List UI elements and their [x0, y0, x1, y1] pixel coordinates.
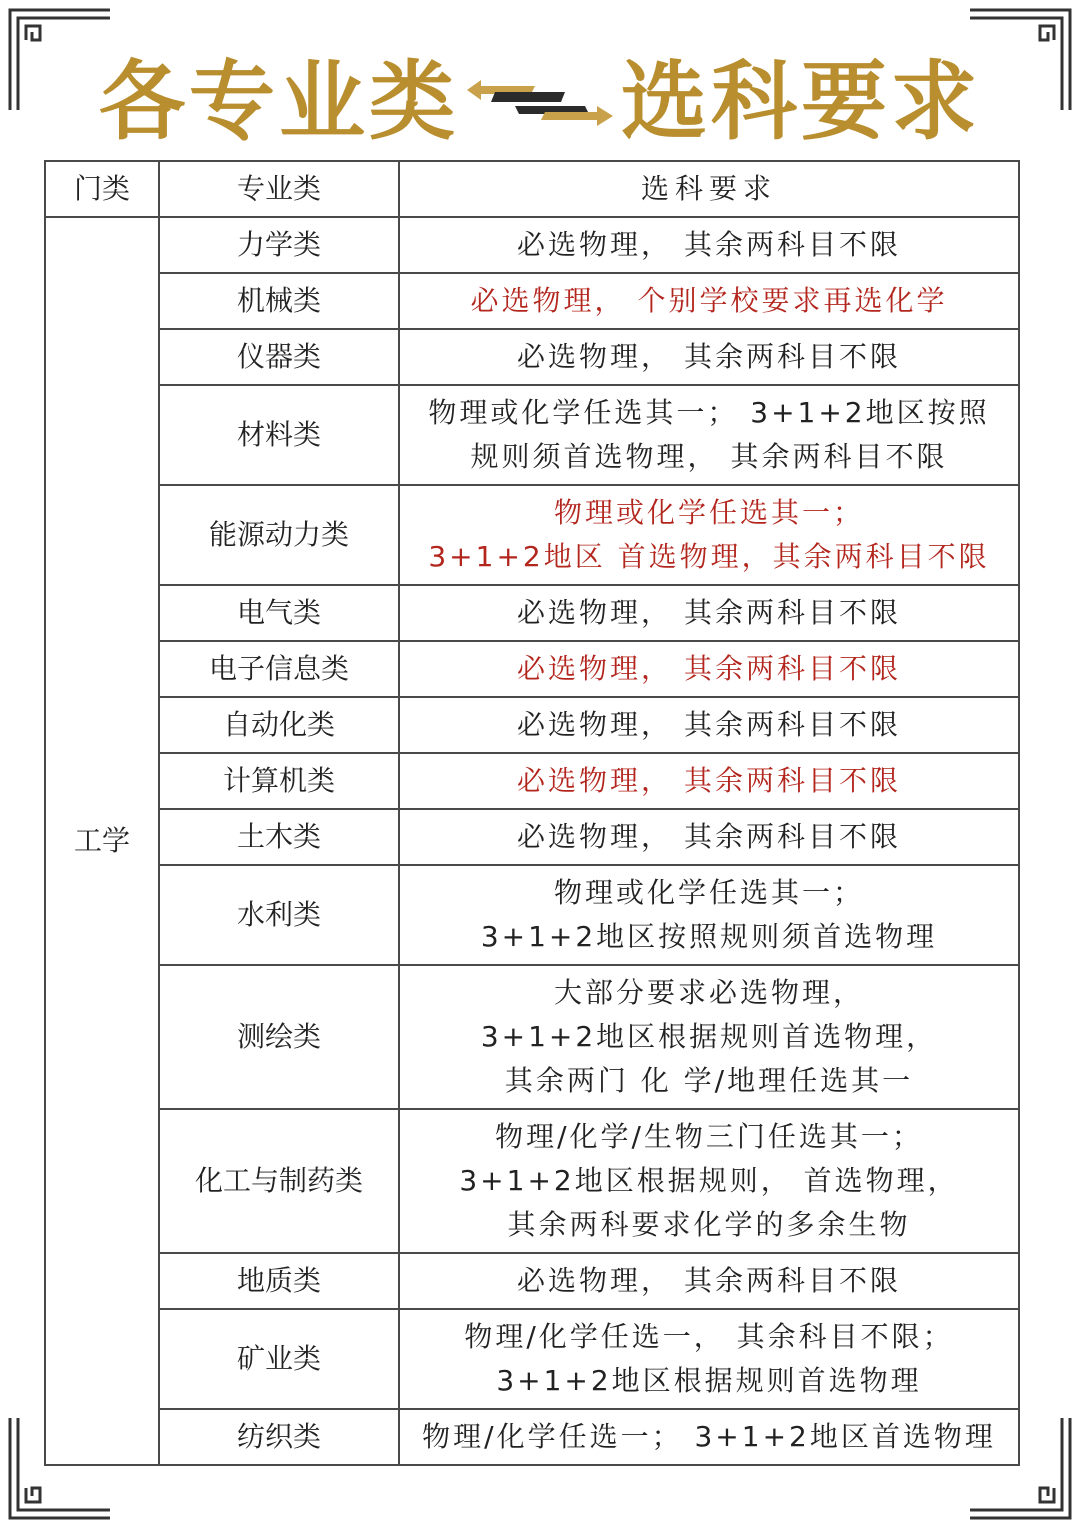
- requirement-line: 物理/化学任选一， 其余科目不限；: [464, 1320, 954, 1353]
- table-row: [45, 217, 1019, 273]
- requirement-cell: [399, 1409, 1019, 1465]
- table-row: [45, 1309, 1019, 1409]
- title-left: 各专业类: [99, 51, 459, 152]
- table-row: [45, 485, 1019, 585]
- requirement-line: 物理或化学任选其一； 3+1+2地区按照: [428, 396, 990, 429]
- requirement-line: 必选物理， 个别学校要求再选化学: [470, 284, 948, 317]
- requirement-cell: [399, 217, 1019, 273]
- requirement-line: 物理/化学任选一； 3+1+2地区首选物理: [422, 1420, 996, 1453]
- header-requirement-label: 选科要求: [640, 172, 777, 205]
- requirement-line: 物理/化学/生物三门任选其一；: [495, 1120, 923, 1153]
- major-cell: 力学类: [159, 217, 399, 273]
- requirement-cell: [399, 1253, 1019, 1309]
- requirement-cell: [399, 1309, 1019, 1409]
- table-row: [45, 1253, 1019, 1309]
- table-row: [45, 329, 1019, 385]
- major-cell: 仪器类: [159, 329, 399, 385]
- requirement-line: 必选物理， 其余两科目不限: [517, 228, 901, 261]
- arrow-dash-icon: [465, 72, 615, 132]
- requirement-line: 其余两科要求化学的多余生物: [507, 1208, 911, 1241]
- requirement-cell: [399, 329, 1019, 385]
- page-title: [0, 52, 1080, 152]
- header-requirement: [399, 161, 1019, 217]
- major-cell: 纺织类: [159, 1409, 399, 1465]
- requirement-cell: [399, 697, 1019, 753]
- requirement-line: 必选物理， 其余两科目不限: [517, 340, 901, 373]
- major-cell: 计算机类: [159, 753, 399, 809]
- requirement-line: 必选物理， 其余两科目不限: [517, 1264, 901, 1297]
- requirement-line: 其余两门 化 学/地理任选其一: [504, 1064, 914, 1097]
- major-cell: 矿业类: [159, 1309, 399, 1409]
- requirement-cell: [399, 485, 1019, 585]
- requirement-line: 物理或化学任选其一；: [553, 496, 864, 529]
- major-cell: 机械类: [159, 273, 399, 329]
- major-cell: 测绘类: [159, 965, 399, 1109]
- major-cell: 能源动力类: [159, 485, 399, 585]
- requirement-line: 必选物理， 其余两科目不限: [517, 708, 901, 741]
- requirement-cell: [399, 753, 1019, 809]
- table-row: [45, 585, 1019, 641]
- table-row: [45, 753, 1019, 809]
- table-row: [45, 865, 1019, 965]
- requirement-line: 物理或化学任选其一；: [553, 876, 864, 909]
- major-cell: 水利类: [159, 865, 399, 965]
- requirement-line: 大部分要求必选物理，: [553, 976, 864, 1009]
- requirement-line: 3+1+2地区根据规则， 首选物理，: [459, 1164, 959, 1197]
- requirement-line: 3+1+2地区按照规则须首选物理: [480, 920, 938, 953]
- requirement-cell: [399, 865, 1019, 965]
- requirement-cell: [399, 809, 1019, 865]
- table-row: [45, 697, 1019, 753]
- table-row: [45, 641, 1019, 697]
- major-cell: 电气类: [159, 585, 399, 641]
- major-cell: 材料类: [159, 385, 399, 485]
- major-cell: 自动化类: [159, 697, 399, 753]
- table-row: [45, 1109, 1019, 1253]
- requirement-line: 必选物理， 其余两科目不限: [517, 596, 901, 629]
- category-cell: 工学: [45, 217, 159, 1465]
- table-row: [45, 385, 1019, 485]
- requirement-line: 3+1+2地区 首选物理，其余两科目不限: [428, 540, 990, 573]
- requirements-table: [44, 160, 1020, 1466]
- title-right: 选科要求: [621, 51, 981, 152]
- requirement-line: 3+1+2地区根据规则首选物理，: [480, 1020, 938, 1053]
- major-cell: 地质类: [159, 1253, 399, 1309]
- requirement-cell: [399, 385, 1019, 485]
- requirement-cell: [399, 641, 1019, 697]
- table-row: [45, 273, 1019, 329]
- requirement-cell: [399, 1109, 1019, 1253]
- requirement-line: 规则须首选物理， 其余两科目不限: [470, 440, 948, 473]
- requirement-cell: [399, 273, 1019, 329]
- table-header-row: [45, 161, 1019, 217]
- table-row: [45, 809, 1019, 865]
- requirement-line: 必选物理， 其余两科目不限: [517, 764, 901, 797]
- requirement-line: 必选物理， 其余两科目不限: [517, 652, 901, 685]
- table-row: [45, 1409, 1019, 1465]
- header-category: 门类: [45, 161, 159, 217]
- header-major: 专业类: [159, 161, 399, 217]
- table-body: [45, 217, 1019, 1465]
- major-cell: 电子信息类: [159, 641, 399, 697]
- major-cell: 土木类: [159, 809, 399, 865]
- requirement-line: 必选物理， 其余两科目不限: [517, 820, 901, 853]
- requirement-cell: [399, 585, 1019, 641]
- requirement-cell: [399, 965, 1019, 1109]
- requirement-line: 3+1+2地区根据规则首选物理: [496, 1364, 922, 1397]
- table-row: [45, 965, 1019, 1109]
- major-cell: 化工与制药类: [159, 1109, 399, 1253]
